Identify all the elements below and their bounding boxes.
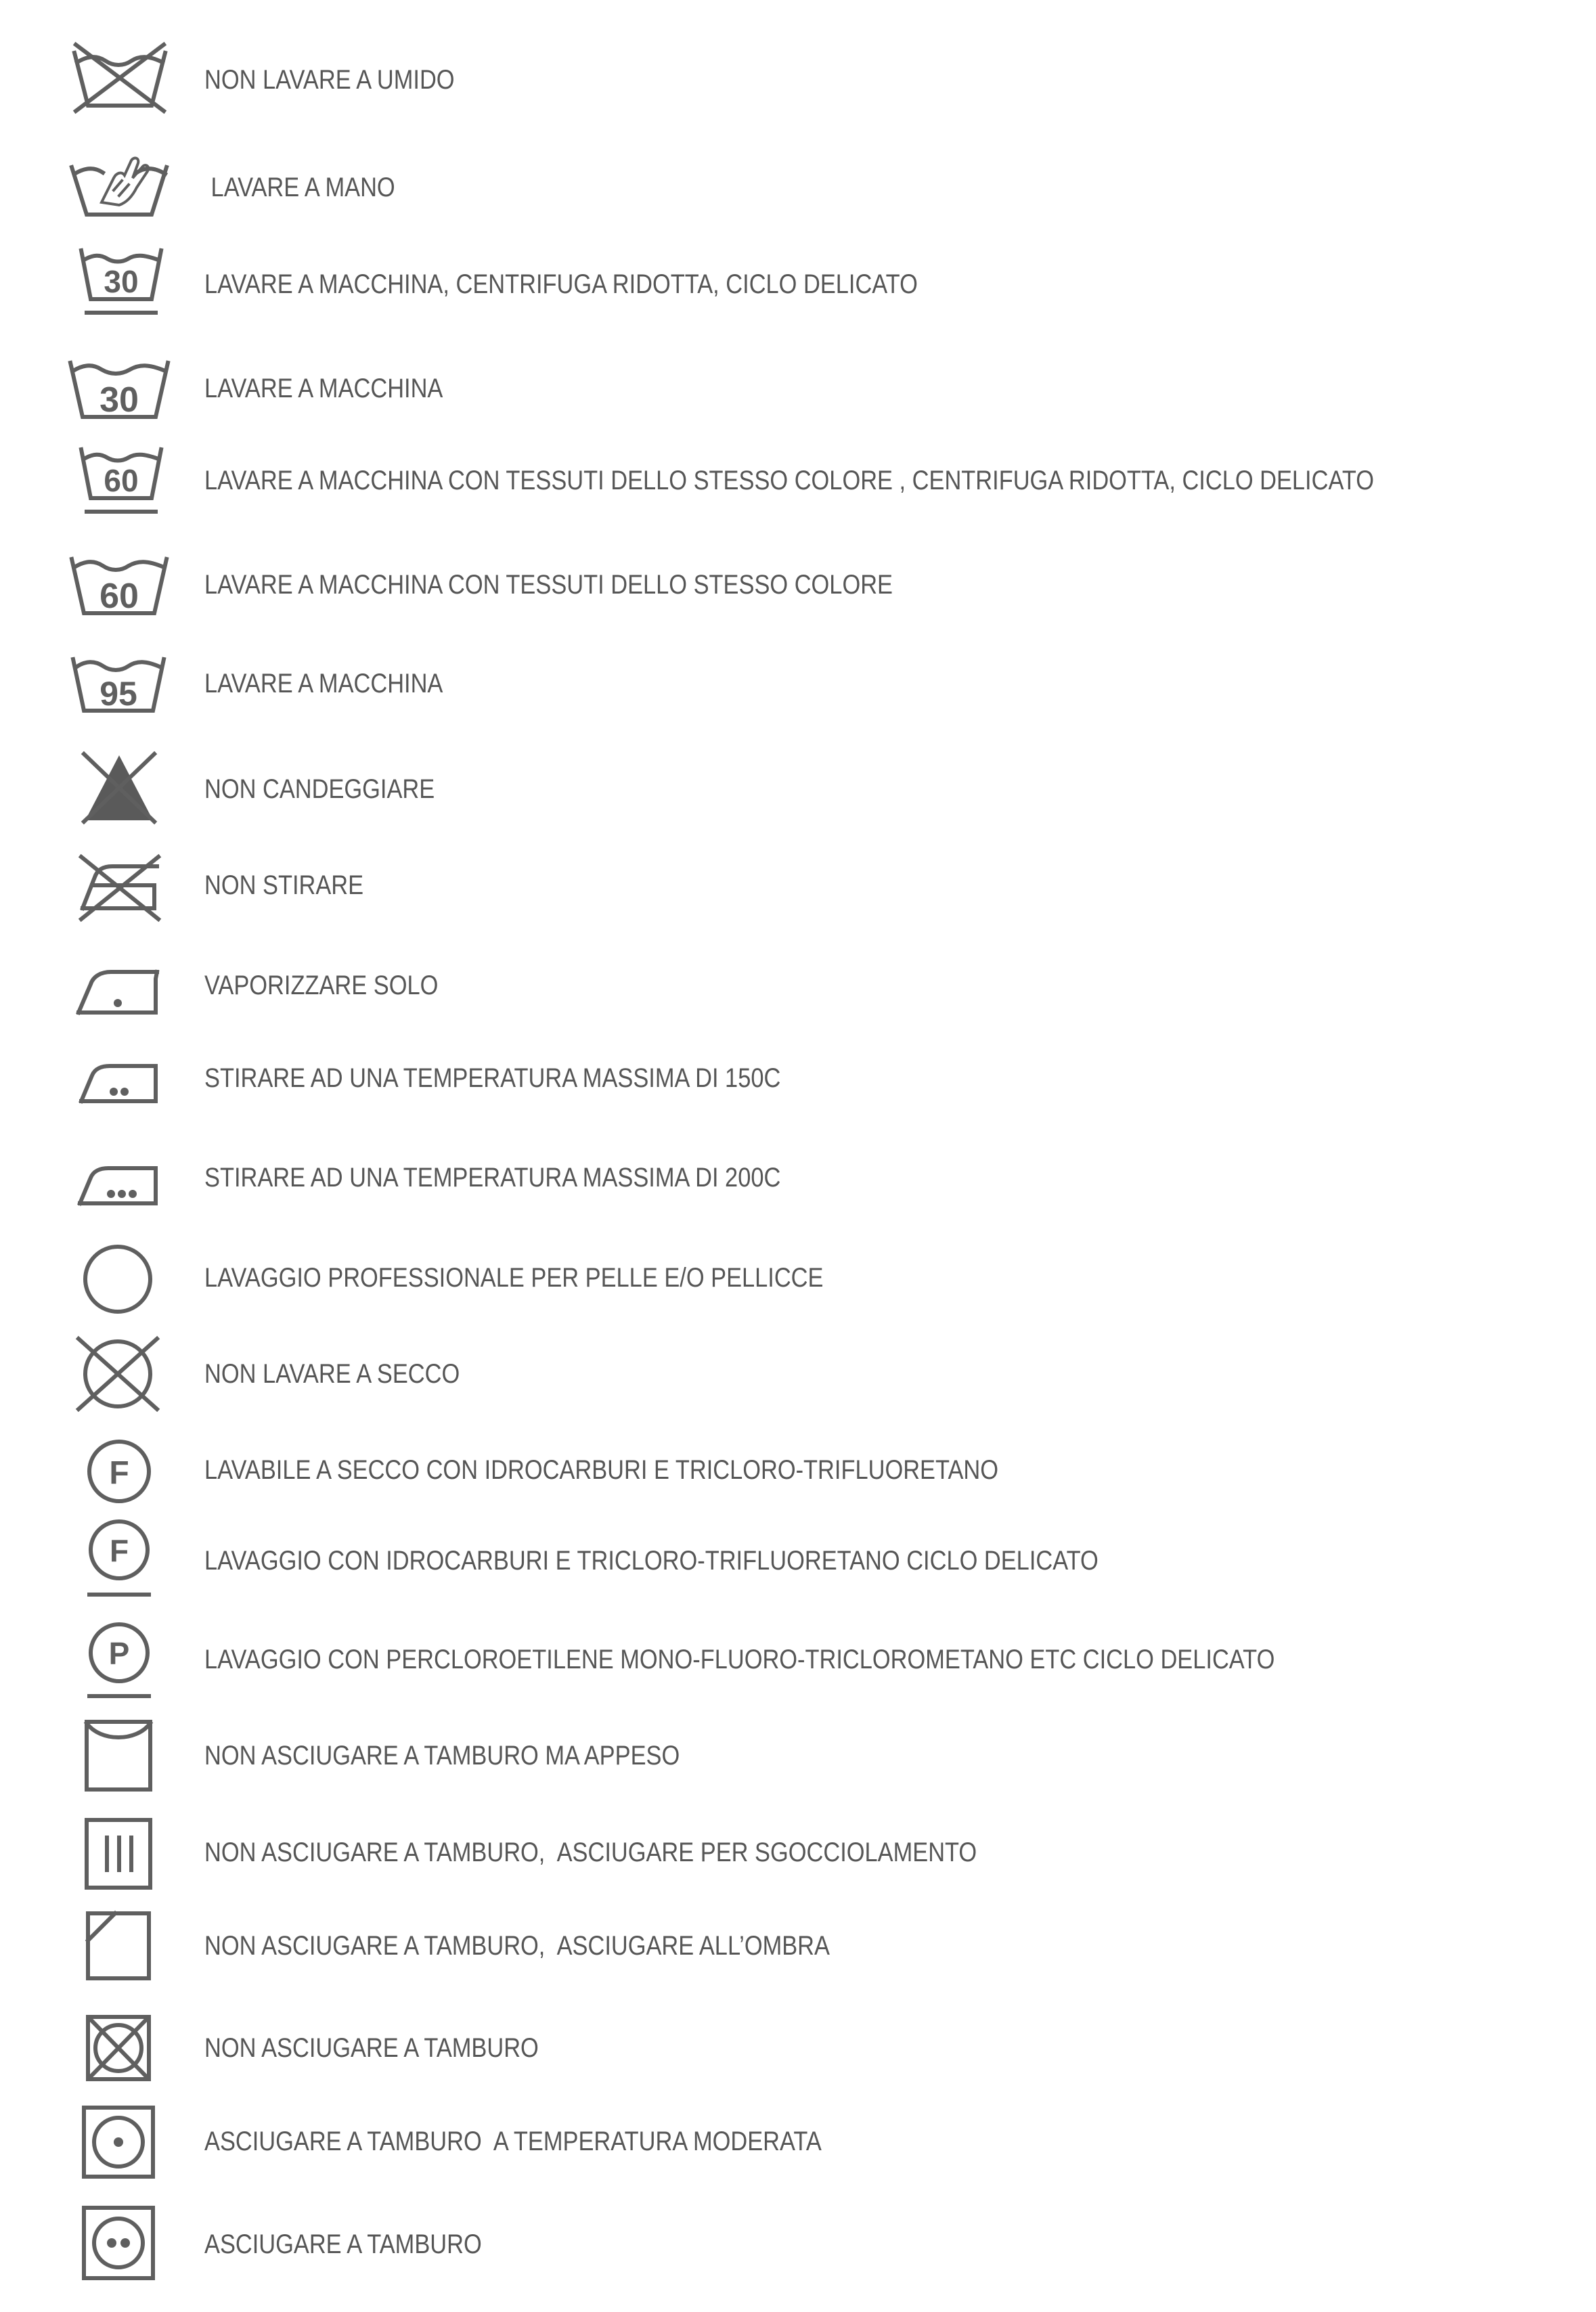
tumble-dry-icon xyxy=(62,2197,177,2292)
row-label: LAVAGGIO PROFESSIONALE PER PELLE E/O PELLICCE xyxy=(204,1263,824,1293)
dry-clean-f-gentle-icon xyxy=(62,1513,177,1608)
list-item xyxy=(0,1063,1596,1093)
professional-clean-icon xyxy=(62,1230,177,1325)
row-label: LAVARE A MACCHINA xyxy=(204,374,443,403)
row-label: NON CANDEGGIARE xyxy=(204,774,435,804)
process-letter: F xyxy=(109,1533,129,1568)
iron-three-dots-icon xyxy=(62,1130,177,1225)
row-label: LAVABILE A SECCO CON IDROCARBURI E TRICLORO-TRIFLUORETANO xyxy=(204,1455,998,1485)
row-label: LAVARE A MANO xyxy=(204,173,395,202)
list-item xyxy=(0,2127,1596,2156)
temperature-label: 60 xyxy=(104,463,139,498)
row-label: NON LAVARE A SECCO xyxy=(204,1359,460,1389)
process-letter: P xyxy=(108,1636,130,1671)
row-label: NON ASCIUGARE A TAMBURO MA APPESO xyxy=(204,1741,680,1771)
iron-one-dot-icon xyxy=(62,938,177,1033)
wash-30-icon xyxy=(62,341,177,436)
list-item xyxy=(0,1263,1596,1293)
row-label: NON ASCIUGARE A TAMBURO, ASCIUGARE ALL’OMBRA xyxy=(204,1931,830,1961)
list-item xyxy=(0,374,1596,420)
shade-dry-icon xyxy=(62,1898,177,1993)
temperature-label: 95 xyxy=(99,675,137,713)
iron-two-dots-icon xyxy=(62,1031,177,1126)
drip-dry-icon xyxy=(62,1805,177,1900)
list-item xyxy=(0,2229,1596,2259)
hand-wash-icon xyxy=(62,140,177,235)
temperature-label: 30 xyxy=(104,264,139,299)
row-label: STIRARE AD UNA TEMPERATURA MASSIMA DI 150C xyxy=(204,1063,781,1093)
line-dry-icon xyxy=(62,1708,177,1803)
no-dry-clean-icon xyxy=(62,1327,177,1421)
list-item xyxy=(0,264,1596,299)
list-item xyxy=(0,971,1596,1000)
row-label: NON STIRARE xyxy=(204,870,364,900)
dry-clean-p-gentle-icon xyxy=(62,1612,177,1707)
list-item xyxy=(0,1359,1596,1389)
temperature-label: 60 xyxy=(99,577,139,616)
process-letter: F xyxy=(109,1455,129,1491)
list-item xyxy=(0,1931,1596,1961)
row-label: ASCIUGARE A TAMBURO A TEMPERATURA MODERATA xyxy=(204,2127,822,2156)
row-label: LAVARE A MACCHINA xyxy=(204,669,443,698)
list-item xyxy=(0,2033,1596,2063)
row-label: NON ASCIUGARE A TAMBURO, ASCIUGARE PER SGOCCIOLAMENTO xyxy=(204,1838,977,1867)
wash-95-icon xyxy=(62,636,177,731)
no-tumble-dry-icon xyxy=(62,2001,177,2095)
tumble-dry-low-icon xyxy=(62,2094,177,2189)
wash-60-icon xyxy=(62,537,177,632)
wash-60-gentle-icon xyxy=(62,433,177,528)
row-label: LAVARE A MACCHINA, CENTRIFUGA RIDOTTA, CICLO DELICATO xyxy=(204,269,918,299)
list-item xyxy=(0,173,1596,202)
row-label: NON LAVARE A UMIDO xyxy=(204,65,455,95)
list-item xyxy=(0,1838,1596,1867)
no-iron-icon xyxy=(62,838,177,933)
row-label: NON ASCIUGARE A TAMBURO xyxy=(204,2033,539,2063)
list-item xyxy=(0,774,1596,804)
list-item xyxy=(0,65,1596,95)
list-item xyxy=(0,870,1596,900)
row-label: LAVAGGIO CON PERCLOROETILENE MONO-FLUORO-TRICLOROMETANO ETC CICLO DELICATO xyxy=(204,1645,1275,1674)
wash-30-gentle-icon xyxy=(62,237,177,332)
temperature-label: 30 xyxy=(99,380,139,420)
row-label: LAVARE A MACCHINA CON TESSUTI DELLO STESSO COLORE , CENTRIFUGA RIDOTTA, CICLO DELICATO xyxy=(204,466,1374,495)
no-bleach-icon xyxy=(62,742,177,837)
dry-clean-f-icon xyxy=(62,1423,177,1517)
list-item xyxy=(0,1455,1596,1491)
row-label: STIRARE AD UNA TEMPERATURA MASSIMA DI 200C xyxy=(204,1163,781,1193)
row-label: VAPORIZZARE SOLO xyxy=(204,971,439,1000)
no-wash-icon xyxy=(62,32,177,127)
row-label: ASCIUGARE A TAMBURO xyxy=(204,2229,482,2259)
row-label: LAVARE A MACCHINA CON TESSUTI DELLO STESSO COLORE xyxy=(204,570,893,600)
row-label: LAVAGGIO CON IDROCARBURI E TRICLORO-TRIFLUORETANO CICLO DELICATO xyxy=(204,1546,1099,1576)
